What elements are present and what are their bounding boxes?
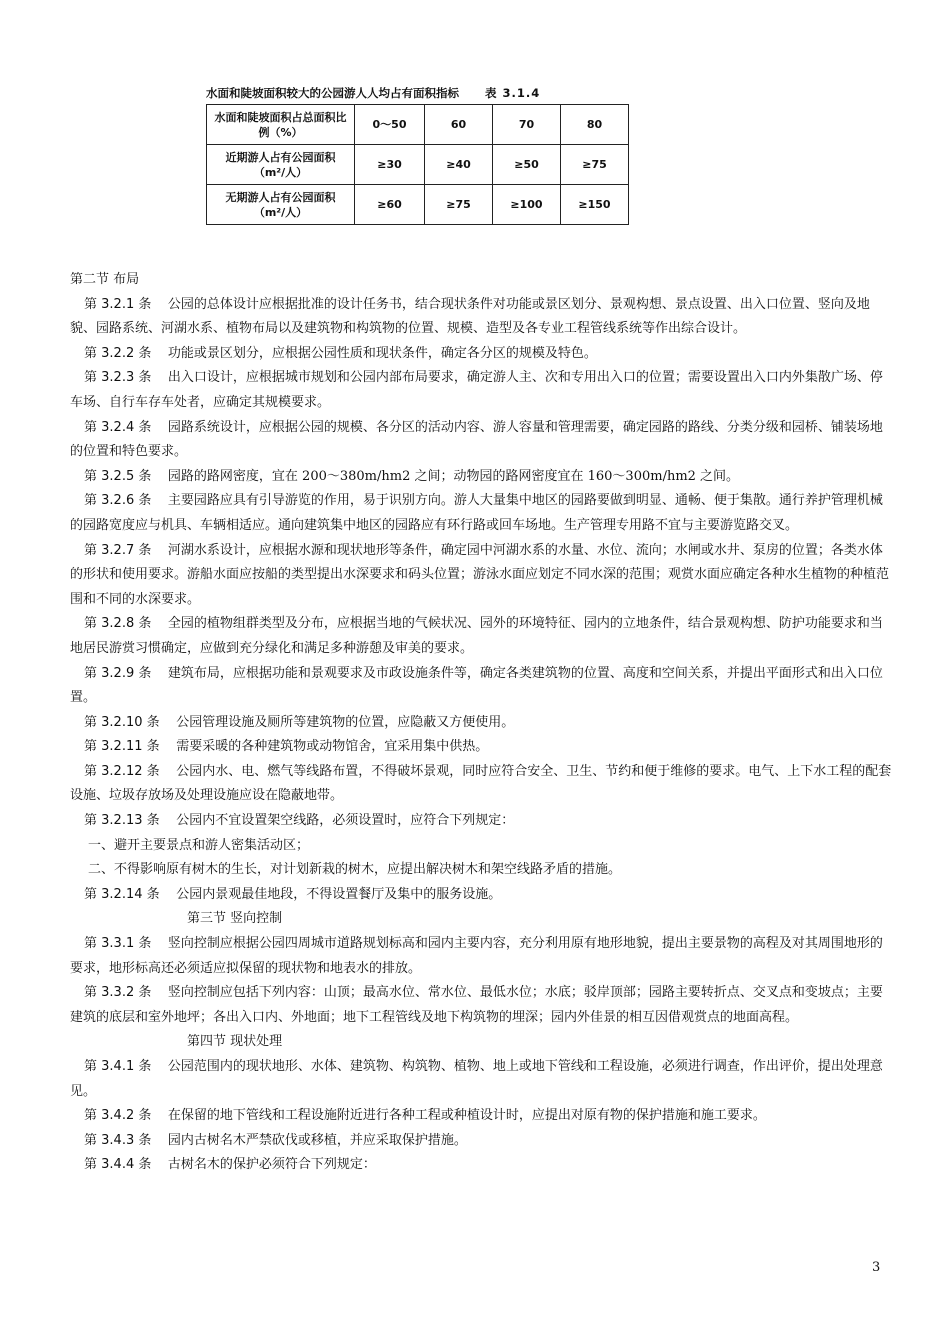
page-number: 3 — [872, 1260, 881, 1275]
table-cell: ≥40 — [425, 145, 493, 185]
article-3-2-10: 第 3.2.10 条 公园管理设施及厕所等建筑物的位置，应隐蔽又方便使用。 — [84, 714, 515, 730]
article-3-2-7: 第 3.2.7 条 河湖水系设计，应根据水源和现状地形等条件，确定园中河湖水系的水量、水位、流向；水闸或水井、泵房的位置；各类水体的形状和使用要求。游船水面应按船的类型提出水深要求和码头位置；游泳水面应划定不同水深的范围；观赏水面应确定各种水生植物的种植范围和不同的水深要求。 — [70, 542, 890, 607]
article-3-3-2: 第 3.3.2 条 竖向控制应包括下列内容：山顶；最高水位、常水位、最低水位；水底；驳岸顶部；园路主要转折点、交叉点和变坡点；主要建筑的底层和室外地坪；各出入口内、外地面；地下工程管线及地下构筑物的埋深；园内外佳景的相互因借观赏点的地面高程。 — [70, 985, 883, 1025]
article-3-4-1: 第 3.4.1 条 公园范围内的现状地形、水体、建筑物、构筑物、植物、地上或地下管线和工程设施，必须进行调查，作出评价，提出处理意见。 — [70, 1059, 883, 1099]
table-number: 表 3.1.4 — [485, 86, 541, 100]
article-3-2-13: 第 3.2.13 条 公园内不宜设置架空线路，必须设置时，应符合下列规定： — [84, 813, 515, 829]
table-cell: 70 — [493, 105, 561, 145]
article-3-2-1: 第 3.2.1 条 公园的总体设计应根据批准的设计任务书，结合现状条件对功能或景区划分、景观构想、景点设置、出入口位置、竖向及地貌、园路系统、河湖水系、植物布局以及建筑物和构筑物的位置、规模、造型及各专业工程管线系统等作出综合设计。 — [70, 296, 870, 337]
table-cell: ≥100 — [493, 185, 561, 225]
table-grid — [206, 104, 629, 225]
article-3-4-2: 第 3.4.2 条 在保留的地下管线和工程设施附近进行各种工程或种植设计时，应提出对原有物的保护措施和施工要求。 — [84, 1108, 766, 1124]
table-cell: 80 — [561, 105, 629, 145]
table-cell: ≥30 — [355, 145, 425, 185]
section-heading: 第二节 布局 — [70, 272, 140, 287]
table-cell: 0～50 — [355, 105, 425, 145]
article-3-4-3: 第 3.4.3 条 园内古树名木严禁砍伐或移植，并应采取保护措施。 — [84, 1132, 467, 1148]
table-cell: 水面和陡坡面积占总面积比例（%） — [207, 105, 355, 145]
section-heading: 第三节 竖向控制 — [187, 911, 283, 927]
table-cell: 60 — [425, 105, 493, 145]
article-3-4-4: 第 3.4.4 条 古树名木的保护必须符合下列规定： — [84, 1157, 376, 1173]
article-3-2-5: 第 3.2.5 条 园路的路网密度，宜在 200～380m/hm2 之间；动物园的路网密度宜在 160～300m/hm2 之间。 — [84, 468, 740, 484]
table-title: 水面和陡坡面积较大的公园游人人均占有面积指标 — [206, 86, 459, 100]
document-body — [70, 268, 892, 1178]
article-3-2-14: 第 3.2.14 条 公园内景观最佳地段，不得设置餐厅及集中的服务设施。 — [84, 886, 502, 902]
table-cell: 近期游人占有公园面积（m²/人） — [207, 145, 355, 185]
table-cell: ≥150 — [561, 185, 629, 225]
article-3-2-9: 第 3.2.9 条 建筑布局，应根据功能和景观要求及市政设施条件等，确定各类建筑物的位置、高度和空间关系，并提出平面形式和出入口位置。 — [70, 665, 883, 706]
table-cell: 无期游人占有公园面积（m²/人） — [207, 185, 355, 225]
article-3-3-1: 第 3.3.1 条 竖向控制应根据公园四周城市道路规划标高和园内主要内容，充分利用原有地形地貌，提出主要景物的高程及对其周围地形的要求，地形标高还必须适应拟保留的现状物和地表水的排放。 — [70, 936, 883, 976]
table-cell: ≥50 — [493, 145, 561, 185]
list-item: 二、不得影响原有树木的生长，对计划新栽的树木，应提出解决树木和架空线路矛盾的措施。 — [88, 862, 622, 878]
article-3-2-6: 第 3.2.6 条 主要园路应具有引导游览的作用，易于识别方向。游人大量集中地区的园路要做到明显、通畅、便于集散。通行养护管理机械的园路宽度应与机具、车辆相适应。通向建筑集中地区的园路应有环行路或回车场地。生产管理专用路不宜与主要游览路交叉。 — [70, 493, 883, 533]
article-3-2-11: 第 3.2.11 条 需要采暖的各种建筑物或动物馆舍，宜采用集中供热。 — [84, 739, 489, 755]
section-heading: 第四节 现状处理 — [187, 1034, 283, 1050]
table-caption — [206, 82, 628, 104]
area-index-table — [206, 82, 628, 225]
table-row — [207, 185, 629, 225]
article-3-2-3: 第 3.2.3 条 出入口设计，应根据城市规划和公园内部布局要求，确定游人主、次和专用出入口的位置；需要设置出入口内外集散广场、停车场、自行车存车处者，应确定其规模要求。 — [70, 370, 883, 410]
table-cell: ≥60 — [355, 185, 425, 225]
table-cell: ≥75 — [561, 145, 629, 185]
table-row — [207, 145, 629, 185]
article-3-2-8: 第 3.2.8 条 全园的植物组群类型及分布，应根据当地的气候状况、园外的环境特征、园内的立地条件，结合景观构想、防护功能要求和当地居民游赏习惯确定，应做到充分绿化和满足多种游憩及审美的要求。 — [70, 616, 883, 656]
article-3-2-12: 第 3.2.12 条 公园内水、电、燃气等线路布置，不得破坏景观，同时应符合安全、卫生、节约和便于维修的要求。电气、上下水工程的配套设施、垃圾存放场及处理设施应设在隐蔽地带。 — [70, 763, 892, 804]
article-3-2-4: 第 3.2.4 条 园路系统设计，应根据公园的规模、各分区的活动内容、游人容量和管理需要，确定园路的路线、分类分级和园桥、铺装场地的位置和特色要求。 — [70, 419, 883, 460]
table-cell: ≥75 — [425, 185, 493, 225]
table-row — [207, 105, 629, 145]
list-item: 一、避开主要景点和游人密集活动区； — [88, 837, 310, 853]
article-3-2-2: 第 3.2.2 条 功能或景区划分，应根据公园性质和现状条件，确定各分区的规模及特色。 — [84, 345, 597, 361]
